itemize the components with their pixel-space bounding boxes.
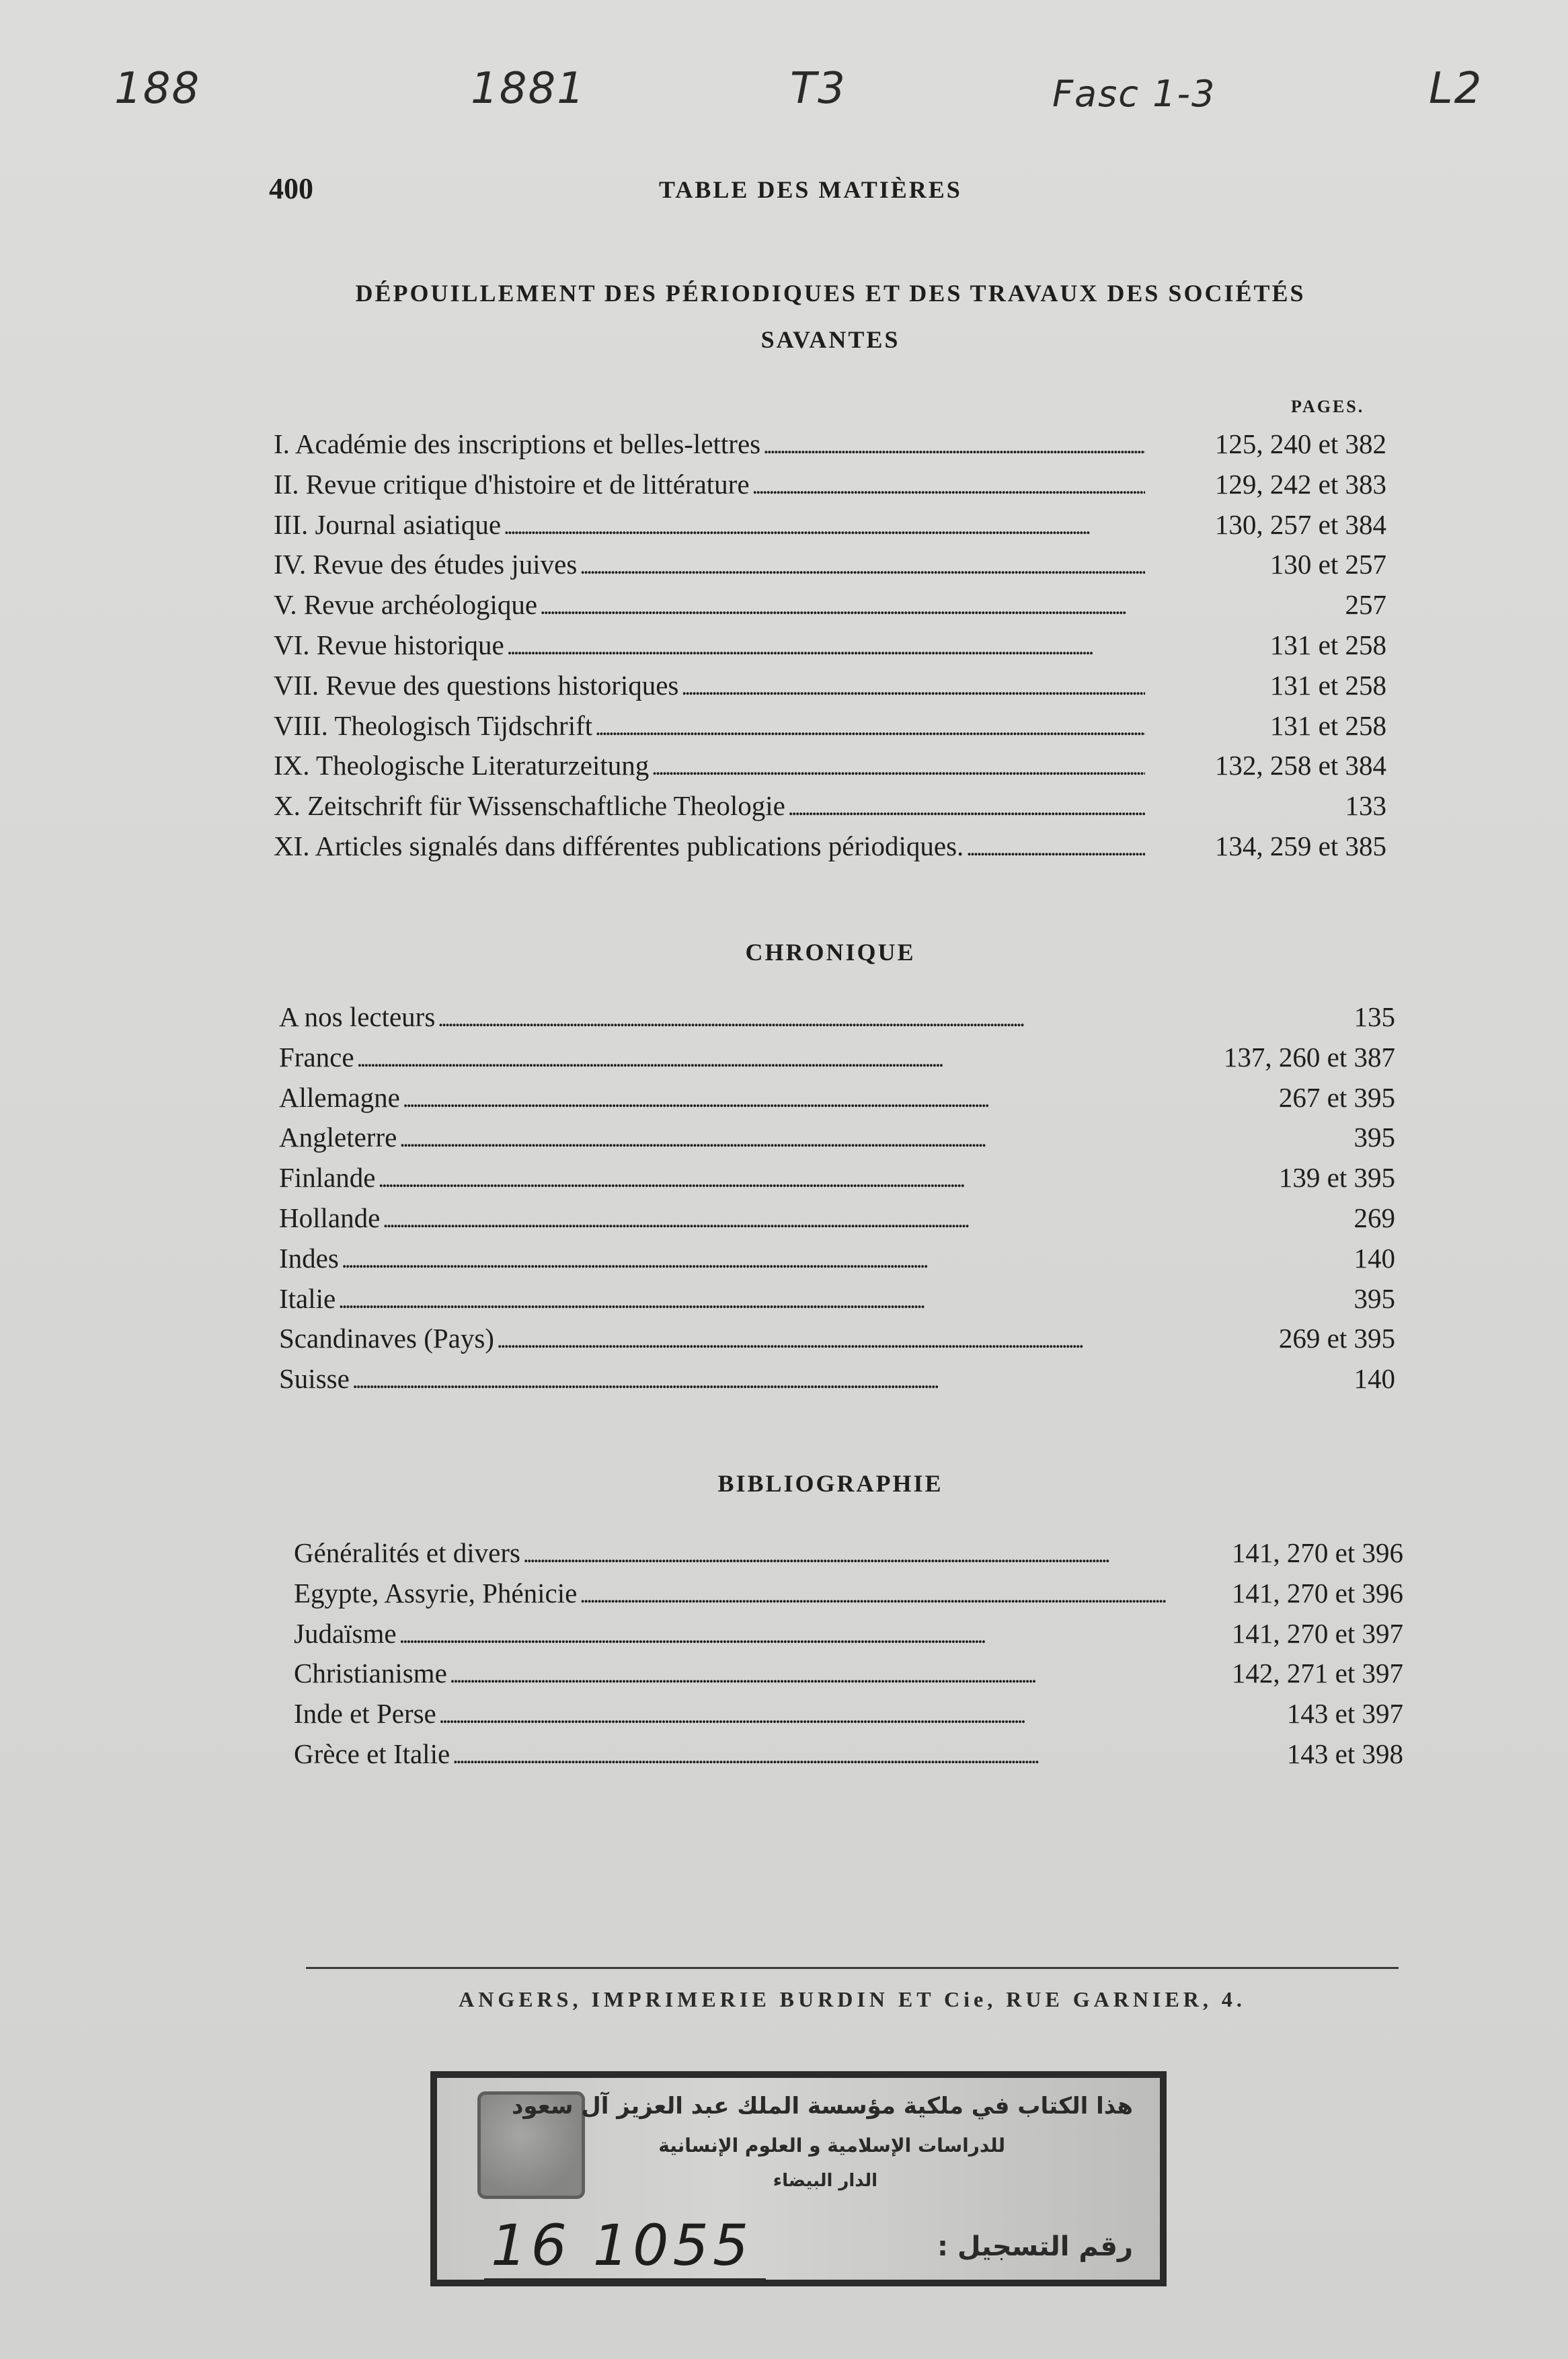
toc-entry-label: Indes — [279, 1242, 339, 1274]
toc-entry-pages: 130 et 257 — [1269, 549, 1386, 580]
toc-entry — [279, 1081, 1395, 1122]
section-title-periodiques: DÉPOUILLEMENT DES PÉRIODIQUES ET DES TRAVAUX DES SOCIÉTÉS — [355, 280, 1306, 307]
dot-leader — [752, 468, 1145, 500]
toc-entry — [279, 1362, 1395, 1403]
toc-entry-label: VI. Revue historique — [274, 629, 504, 660]
dot-leader — [450, 1657, 1169, 1689]
handwritten-note-4: Fasc 1-3 — [1052, 73, 1216, 115]
toc-entry — [274, 428, 1386, 468]
toc-entry — [279, 1322, 1395, 1362]
toc-entry-label: I. Académie des inscriptions et belles-lettres — [274, 428, 761, 459]
dot-leader — [504, 508, 1145, 541]
toc-entry-label: Finlande — [279, 1162, 376, 1194]
toc-entry-pages: 141, 270 et 396 — [1231, 1537, 1403, 1568]
toc-entry — [274, 749, 1386, 789]
running-title: TABLE DES MATIÈRES — [659, 176, 962, 203]
toc-entry-label: Christianisme — [294, 1658, 447, 1689]
toc-entry — [279, 1161, 1395, 1202]
dot-leader — [507, 629, 1145, 661]
toc-entry — [294, 1738, 1403, 1778]
dot-leader — [763, 428, 1145, 460]
toc-entry — [274, 830, 1386, 870]
toc-entry-label: Judaïsme — [294, 1617, 397, 1649]
dot-leader — [399, 1121, 1164, 1153]
toc-entry — [294, 1657, 1403, 1697]
dot-leader — [378, 1161, 1164, 1194]
dot-leader — [439, 1697, 1169, 1730]
toc-entry — [279, 1242, 1395, 1282]
toc-entry-pages: 143 et 397 — [1286, 1698, 1403, 1730]
toc-entry-pages: 269 et 395 — [1278, 1323, 1395, 1354]
toc-entry-label: IX. Theologische Literaturzeitung — [274, 750, 650, 781]
dot-leader — [403, 1081, 1164, 1114]
section-title-bibliographie: BIBLIOGRAPHIE — [717, 1470, 943, 1497]
toc-entry — [279, 1041, 1395, 1081]
dot-leader — [540, 588, 1145, 621]
toc-entry — [294, 1537, 1403, 1577]
toc-entry-pages: 141, 270 et 396 — [1231, 1577, 1403, 1609]
dot-leader — [966, 830, 1145, 862]
library-stamp — [430, 2071, 1167, 2286]
toc-entry — [274, 548, 1386, 588]
toc-entry — [279, 1282, 1395, 1323]
toc-entry-label: Suisse — [279, 1363, 350, 1395]
toc-entry-pages: 132, 258 et 384 — [1214, 750, 1386, 781]
toc-entry-label: Inde et Perse — [294, 1698, 436, 1730]
toc-entry-label: III. Journal asiatique — [274, 508, 502, 540]
dot-leader — [357, 1041, 1164, 1073]
toc-entry-label: V. Revue archéologique — [274, 589, 538, 621]
stamp-line-1: هذا الكتاب في ملكية مؤسسة الملك عبد العزيز آل سعود — [511, 2093, 1133, 2120]
toc-entry — [274, 629, 1386, 669]
toc-entry-pages: 125, 240 et 382 — [1214, 428, 1386, 459]
toc-entry-label: VIII. Theologisch Tijdschrift — [274, 709, 593, 741]
toc-entry — [274, 468, 1386, 508]
dot-leader — [595, 709, 1145, 742]
toc-entry-pages: 131 et 258 — [1269, 709, 1386, 741]
dot-leader — [352, 1362, 1164, 1395]
dot-leader — [342, 1242, 1164, 1274]
toc-entry-pages: 143 et 398 — [1286, 1738, 1403, 1769]
toc-entry — [274, 789, 1386, 830]
handwritten-note-2: 1881 — [471, 64, 586, 114]
toc-entry-pages: 130, 257 et 384 — [1214, 508, 1386, 540]
toc-entry — [274, 508, 1386, 549]
stamp-line-2: للدراسات الإسلامية و العلوم الإنسانية — [658, 2134, 1005, 2157]
toc-entry — [274, 669, 1386, 709]
toc-entry-label: A nos lecteurs — [279, 1001, 436, 1032]
handwritten-note-3: T3 — [790, 64, 847, 114]
stamp-registration-label: رقم التسجيل : — [937, 2231, 1133, 2262]
toc-entry — [274, 588, 1386, 629]
toc-entry-label: IV. Revue des études juives — [274, 549, 578, 580]
toc-entry-label: Scandinaves (Pays) — [279, 1323, 494, 1354]
toc-entry-pages: 134, 259 et 385 — [1214, 830, 1386, 861]
printer-imprint: ANGERS, IMPRIMERIE BURDIN ET Cie, RUE GARNIER, 4. — [459, 1987, 1246, 2011]
dot-leader — [652, 749, 1145, 781]
stamp-registration-number: 16 1055 — [484, 2212, 766, 2281]
section-title-periodiques-cont: SAVANTES — [760, 326, 900, 353]
pages-column-label: PAGES. — [1291, 397, 1365, 416]
toc-entry-pages: 267 et 395 — [1278, 1081, 1395, 1113]
toc-entry-label: Grèce et Italie — [294, 1738, 450, 1769]
stamp-line-3: الدار البيضاء — [773, 2171, 877, 2191]
toc-entry-pages: 133 — [1345, 790, 1386, 822]
dot-leader — [453, 1738, 1169, 1770]
toc-entry-label: VII. Revue des questions historiques — [274, 669, 679, 701]
toc-entry-pages: 135 — [1354, 1001, 1395, 1032]
toc-entry-pages: 142, 271 et 397 — [1231, 1658, 1403, 1689]
toc-entry-pages: 140 — [1354, 1363, 1395, 1395]
toc-bibliographie — [294, 1537, 1403, 1778]
handwritten-note-5: L2 — [1429, 64, 1483, 114]
toc-chronique — [279, 1001, 1395, 1403]
dot-leader — [788, 789, 1145, 822]
dot-leader — [497, 1322, 1164, 1354]
toc-entry-label: Italie — [279, 1282, 336, 1314]
toc-entry-pages: 257 — [1345, 589, 1386, 621]
dot-leader — [681, 669, 1145, 701]
toc-entry-label: Hollande — [279, 1202, 381, 1233]
toc-entry-label: France — [279, 1041, 354, 1073]
toc-entry-pages: 139 et 395 — [1278, 1162, 1395, 1194]
dot-leader — [523, 1537, 1169, 1569]
toc-entry-label: Angleterre — [279, 1122, 397, 1153]
toc-entry-label: II. Revue critique d'histoire et de littérature — [274, 468, 750, 500]
toc-entry-pages: 141, 270 et 397 — [1231, 1617, 1403, 1649]
toc-entry-label: XI. Articles signalés dans différentes publications périodiques. — [274, 830, 964, 861]
toc-entry — [294, 1697, 1403, 1738]
toc-entry-label: X. Zeitschrift für Wissenschaftliche Theologie — [274, 790, 785, 822]
toc-entry — [294, 1577, 1403, 1617]
toc-entry-label: Allemagne — [279, 1081, 400, 1113]
toc-entry — [279, 1202, 1395, 1242]
dot-leader — [580, 1577, 1169, 1609]
toc-entry-pages: 140 — [1354, 1242, 1395, 1274]
toc-entry-label: Egypte, Assyrie, Phénicie — [294, 1577, 578, 1609]
toc-entry-pages: 395 — [1354, 1122, 1395, 1153]
toc-entry-pages: 395 — [1354, 1282, 1395, 1314]
dot-leader — [580, 548, 1145, 580]
toc-entry-pages: 137, 260 et 387 — [1223, 1041, 1395, 1073]
toc-entry — [274, 709, 1386, 750]
toc-entry — [279, 1001, 1395, 1041]
toc-entry-pages: 131 et 258 — [1269, 669, 1386, 701]
dot-leader — [438, 1001, 1164, 1033]
toc-entry-label: Généralités et divers — [294, 1537, 520, 1568]
toc-entry-pages: 131 et 258 — [1269, 629, 1386, 660]
footer-rule — [306, 1967, 1399, 1969]
toc-entry-pages: 269 — [1354, 1202, 1395, 1233]
running-head — [269, 171, 1392, 212]
page-number: 400 — [269, 172, 313, 205]
toc-entry — [294, 1617, 1403, 1658]
section-title-chronique: CHRONIQUE — [745, 939, 916, 966]
handwritten-note-1: 188 — [114, 64, 201, 114]
toc-entry-pages: 129, 242 et 383 — [1214, 468, 1386, 500]
dot-leader — [399, 1617, 1169, 1650]
toc-periodiques — [274, 428, 1386, 870]
toc-entry — [279, 1121, 1395, 1161]
dot-leader — [383, 1202, 1164, 1234]
dot-leader — [338, 1282, 1164, 1315]
